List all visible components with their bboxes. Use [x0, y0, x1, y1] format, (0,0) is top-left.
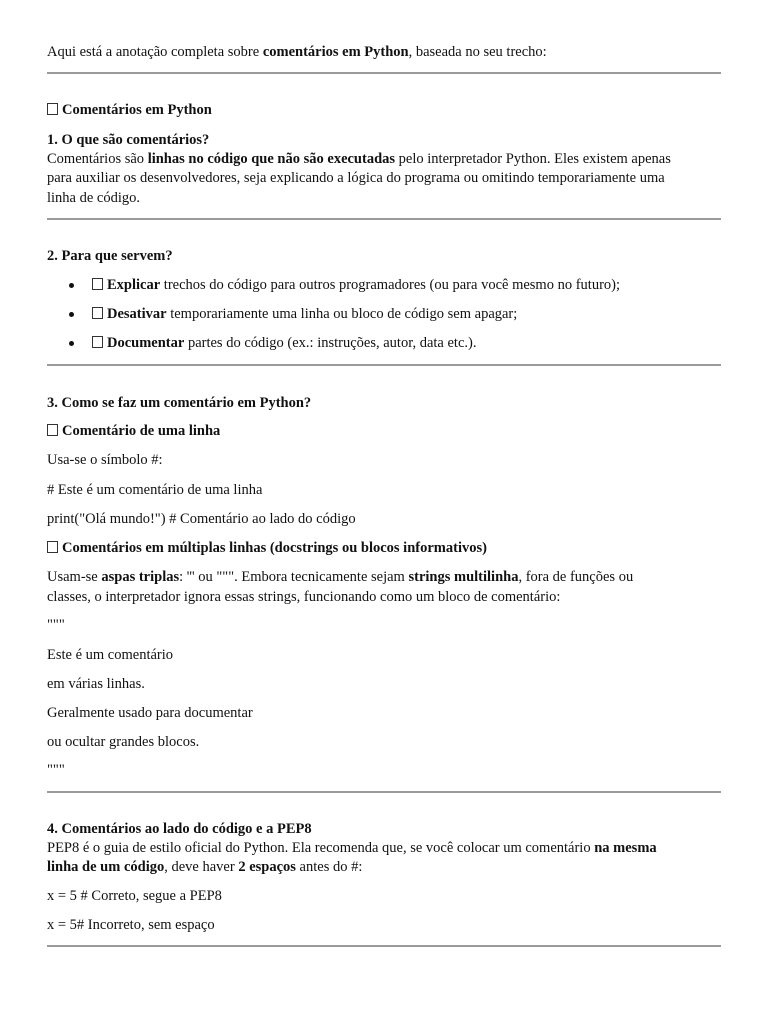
- page-title-text: Comentários em Python: [62, 102, 212, 118]
- m1-a: Usam-se: [47, 569, 102, 585]
- block-comment-line: Geralmente usado para documentar: [47, 705, 253, 721]
- intro-prefix: Aqui está a anotação completa sobre: [47, 44, 263, 60]
- section-4-heading-text: 4. Comentários ao lado do código e a PEP8: [47, 821, 312, 837]
- multi-line-desc-1: [47, 568, 633, 587]
- section-3-heading: [47, 394, 311, 413]
- section-1-heading-text: 1. O que são comentários?: [47, 132, 210, 148]
- pep8-line-2: [47, 858, 362, 877]
- m1-b: aspas triplas: [101, 569, 180, 585]
- bullet-dot: [69, 341, 74, 346]
- subheading-single-line-text: Comentário de uma linha: [62, 423, 221, 439]
- emoji-placeholder-icon: [47, 424, 58, 436]
- divider: [47, 72, 721, 74]
- section-1-line-1: [47, 150, 671, 169]
- list-item-bold: Explicar: [107, 277, 161, 293]
- subheading-single-line: [47, 422, 220, 441]
- section-1-line-2: para auxiliar os desenvolvedores, seja explicando a lógica do programa ou omitindo temporariamente uma: [47, 170, 665, 186]
- emoji-placeholder-icon: [47, 103, 58, 115]
- s1-l1-bold: linhas no código que não são executadas: [147, 151, 396, 167]
- list-item-bold: Documentar: [107, 335, 185, 351]
- block-comment-line: em várias linhas.: [47, 676, 145, 692]
- section-1-heading: [47, 131, 209, 150]
- p2-d: antes do #:: [295, 859, 363, 875]
- list-item-bold: Desativar: [107, 306, 167, 322]
- block-comment-line: Este é um comentário: [47, 647, 174, 663]
- code-example-incorrect: x = 5# Incorreto, sem espaço: [47, 917, 215, 933]
- bullet-dot: [69, 283, 74, 288]
- page-title: [47, 101, 212, 120]
- bullet-dot: [69, 312, 74, 317]
- list-item-text: partes do código (ex.: instruções, autor, data etc.).: [184, 335, 477, 351]
- subheading-multi-line: [47, 539, 487, 558]
- section-2-heading-text: 2. Para que servem?: [47, 248, 173, 264]
- section-2-heading: [47, 247, 173, 266]
- block-comment-line: ou ocultar grandes blocos.: [47, 734, 200, 750]
- code-line: # Este é um comentário de uma linha: [47, 482, 263, 498]
- p1-b: na mesma: [594, 840, 657, 856]
- emoji-placeholder-icon: [47, 541, 58, 553]
- divider: [47, 218, 721, 220]
- divider: [47, 945, 721, 947]
- p1-a: PEP8 é o guia de estilo oficial do Python. Ela recomenda que, se você colocar um comentário: [47, 840, 595, 856]
- intro-suffix: , baseada no seu trecho:: [408, 44, 547, 60]
- use-symbol-text: Usa-se o símbolo #:: [47, 452, 163, 468]
- intro-line: [47, 43, 547, 62]
- section-4-heading: [47, 820, 312, 839]
- p2-c: 2 espaços: [238, 859, 296, 875]
- subheading-multi-line-text: Comentários em múltiplas linhas (docstrings ou blocos informativos): [62, 540, 487, 556]
- pep8-line-1: [47, 839, 657, 858]
- divider: [47, 364, 721, 366]
- m1-c: : ''' ou """. Embora tecnicamente sejam: [179, 569, 409, 585]
- code-line: print("Olá mundo!") # Comentário ao lado do código: [47, 511, 356, 527]
- m1-d: strings multilinha: [408, 569, 519, 585]
- list-item-text: temporariamente uma linha ou bloco de código sem apagar;: [166, 306, 518, 322]
- s1-l1-suffix: pelo interpretador Python. Eles existem apenas: [395, 151, 671, 167]
- section-1-line-3: linha de código.: [47, 190, 141, 206]
- emoji-placeholder-icon: [92, 336, 103, 348]
- section-3-heading-text: 3. Como se faz um comentário em Python?: [47, 395, 312, 411]
- divider: [47, 791, 721, 793]
- emoji-placeholder-icon: [92, 307, 103, 319]
- intro-bold: comentários em Python: [262, 44, 409, 60]
- emoji-placeholder-icon: [92, 278, 103, 290]
- triple-quote-open: """: [47, 617, 65, 633]
- m1-e: , fora de funções ou: [518, 569, 634, 585]
- multi-line-desc-2: classes, o interpretador ignora essas strings, funcionando como um bloco de comentário:: [47, 589, 561, 605]
- list-item: [92, 276, 620, 295]
- s1-l1-prefix: Comentários são: [47, 151, 148, 167]
- p2-b: , deve haver: [164, 859, 239, 875]
- code-example-correct: x = 5 # Correto, segue a PEP8: [47, 888, 222, 904]
- triple-quote-close: """: [47, 762, 65, 778]
- p2-a: linha de um código: [47, 859, 165, 875]
- list-item: [92, 334, 476, 353]
- list-item-text: trechos do código para outros programadores (ou para você mesmo no futuro);: [160, 277, 621, 293]
- list-item: [92, 305, 517, 324]
